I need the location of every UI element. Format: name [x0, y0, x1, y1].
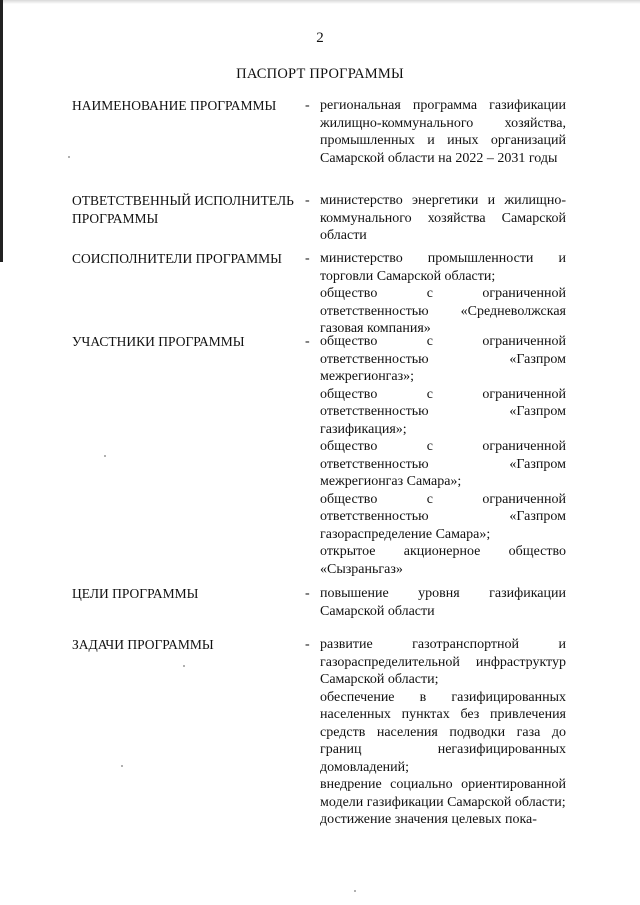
value-paragraph: повышение уровня газификации Самарской области	[320, 586, 566, 619]
row-label: ЦЕЛИ ПРОГРАММЫ	[72, 586, 199, 601]
scan-speck	[121, 765, 123, 767]
value-paragraph: обеспечение в газифицированных населенных пунктах без привлечения средств населения подводки газа до границ негазифицированных домовладений;	[320, 689, 566, 775]
row-value	[320, 192, 566, 245]
scan-top-edge	[0, 0, 640, 4]
page-number: 2	[316, 30, 324, 46]
scan-speck	[68, 156, 70, 158]
value-paragraph: достижение значения целевых пока-	[320, 812, 537, 827]
row-dash: -	[305, 98, 310, 113]
value-paragraph: открытое акционерное общество «Сызраньгаз»	[320, 544, 566, 577]
document-title: ПАСПОРТ ПРОГРАММЫ	[236, 66, 404, 82]
value-paragraph: общество с ограниченной ответственностью «Средневолжская газовая компания»	[320, 286, 566, 336]
value-paragraph: общество с ограниченной ответственностью «Газпром газификация»;	[320, 386, 566, 437]
row-dash: -	[305, 251, 310, 266]
scan-speck	[354, 890, 356, 892]
row-label: УЧАСТНИКИ ПРОГРАММЫ	[72, 334, 245, 349]
row-value	[320, 250, 566, 338]
value-paragraph: общество с ограниченной ответственностью «Газпром газораспределение Самара»;	[320, 491, 566, 542]
value-paragraph: общество с ограниченной ответственностью «Газпром межрегионгаз»;	[320, 334, 566, 384]
row-label: ЗАДАЧИ ПРОГРАММЫ	[72, 637, 214, 652]
row-dash: -	[305, 193, 310, 208]
row-label: ОТВЕТСТВЕННЫЙ ИСПОЛНИТЕЛЬ ПРОГРАММЫ	[72, 193, 294, 226]
value-paragraph: развитие газотранспортной и газораспределительной инфраструктур Самарской области;	[320, 637, 566, 687]
value-paragraph: региональная программа газификации жилищно-коммунального хозяйства, промышленных и иных организаций Самарской области на 2022 – 2031 годы	[320, 98, 566, 166]
row-value	[320, 97, 566, 167]
value-paragraph: внедрение социально ориентированной модели газификации Самарской области;	[320, 777, 566, 810]
row-dash: -	[305, 334, 310, 349]
value-paragraph: общество с ограниченной ответственностью «Газпром межрегионгаз Самара»;	[320, 439, 566, 489]
value-paragraph: министерство промышленности и торговли Самарской области;	[320, 251, 566, 284]
row-value	[320, 636, 566, 829]
row-value	[320, 585, 566, 620]
row-dash: -	[305, 586, 310, 601]
row-label: СОИСПОЛНИТЕЛИ ПРОГРАММЫ	[72, 251, 282, 266]
value-paragraph: министерство энергетики и жилищно-коммунального хозяйства Самарской области	[320, 193, 566, 243]
row-value	[320, 333, 566, 578]
row-dash: -	[305, 637, 310, 652]
scan-speck	[183, 665, 185, 667]
scan-speck	[104, 455, 106, 457]
row-label: НАИМЕНОВАНИЕ ПРОГРАММЫ	[72, 98, 277, 113]
